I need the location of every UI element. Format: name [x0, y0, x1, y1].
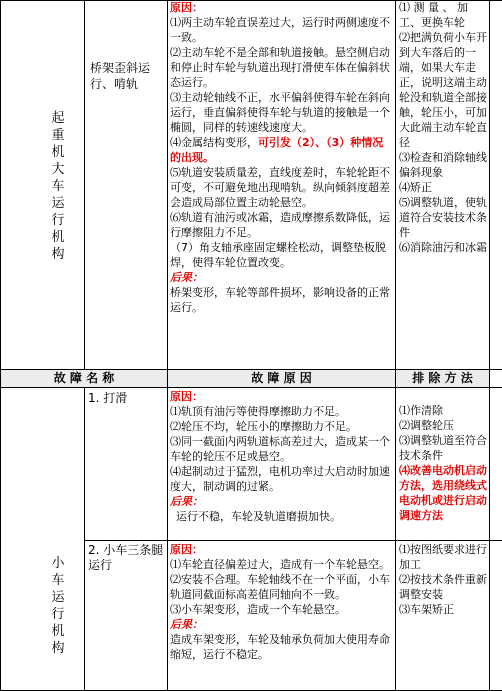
- cause-highlight: 可引发（2）、（3）种情况的出现。: [170, 136, 384, 164]
- cause-title: 原因：: [170, 1, 203, 14]
- cause-title: 原因：: [170, 543, 203, 556]
- consequence-title: 后果：: [170, 495, 203, 508]
- category-char: 构: [51, 247, 65, 262]
- remedy-item: ⑵把满负荷小车开到大车落后的一端，如果大车走正，说明这端主动轮没和轨道全部接触，轮压小，可加大此端主动车轮直径: [399, 31, 487, 149]
- remedy-item: ⑴按图纸要求进行加工: [399, 543, 487, 571]
- remedy-item: ⑴作清除: [399, 404, 443, 417]
- category-char: 行: [51, 607, 65, 622]
- table-border-right: [489, 0, 490, 691]
- cause-item: [170, 135, 394, 165]
- remedy-item: ⑶检查和消除轴线偏斜现象: [399, 151, 487, 179]
- cause-cell: [170, 0, 394, 315]
- cause-cell: [170, 389, 394, 524]
- fault-name: 1. 打滑: [88, 391, 128, 405]
- table-divider: [0, 387, 502, 388]
- category-char: 运: [51, 590, 65, 605]
- remedy-item: ⑶车架矫正: [399, 603, 454, 616]
- header-remedy: 排 除 方 法: [396, 370, 489, 387]
- cause-item: （7）角支轴承座固定螺栓松动，调整垫板脱焊，使得车轮位置改变。: [170, 241, 386, 269]
- cause-item: ⑴车轮直径偏差过大，造成有一个车轮悬空。: [170, 558, 390, 571]
- cause-item: ⑶同一截面内两轨道标高差过大，造成某一个车轮的轮压不足或悬空。: [170, 435, 390, 463]
- consequence-text: 造成车架变形，车轮及轴承负荷加大使用寿命缩短，运行不稳定。: [170, 633, 390, 661]
- cause-cell: [170, 542, 394, 662]
- category-char: 运: [51, 196, 65, 211]
- cause-item: ⑵轮压不均，轮压小的摩擦助力不足。: [170, 420, 357, 433]
- column-divider: [167, 0, 168, 691]
- remedy-item: ⑵按技术条件重新调整安装: [399, 573, 487, 601]
- cause-item: ⑸轨道安装质量差，直线度差时，车轮轮距不可变，不可避免地出现啃轨。纵向倾斜度超差会造成局部位置主动轮悬空。: [170, 166, 390, 209]
- header-fault-name: 故 障 名 称: [1, 370, 167, 387]
- remedy-cell: [399, 0, 487, 255]
- remedy-item: ⑶调整轨道至符合技术条件: [399, 434, 487, 462]
- consequence-text: 运行不稳，车轮及轨道磨损加快。: [176, 510, 341, 523]
- column-divider: [395, 0, 396, 691]
- cause-item: ⑴两主动车轮直误差过大，运行时两侧速度不一致。: [170, 16, 390, 44]
- remedy-item: ⑹消除油污和冰霜: [399, 241, 487, 254]
- cause-text: ⑷金属结构变形，: [170, 136, 258, 149]
- category-char: 构: [51, 641, 65, 656]
- remedy-item: ⑸调整轨道，使轨道符合安装技术条件: [399, 196, 487, 239]
- cause-item: ⑹轨道有油污或冰霜，造成摩擦系数降低，运行摩擦阻力不足。: [170, 211, 390, 239]
- category-char: 小: [51, 556, 65, 571]
- table-border-left: [0, 0, 1, 691]
- remedy-item: ⑷矫正: [399, 181, 432, 194]
- category-char: 车: [51, 573, 65, 588]
- cause-item: ⑶小车架变形，造成一个车轮悬空。: [170, 603, 346, 616]
- category-char: 车: [51, 179, 65, 194]
- consequence-title: 后果：: [170, 618, 203, 631]
- cause-item: ⑷起制动过于猛烈，电机功率过大启动时加速度大，制动调的过紧。: [170, 465, 390, 493]
- category-char: 重: [51, 128, 65, 143]
- remedy-item: ⑷改善电动机启动方法，选用绕线式电动机或进行启动调速方法: [399, 464, 487, 522]
- column-divider: [84, 0, 85, 691]
- table-divider: [84, 540, 502, 541]
- consequence-text: 桥架变形，车轮等部件损坏，影响设备的正常运行。: [170, 286, 390, 314]
- category-char: 机: [51, 145, 65, 160]
- category-label-crane-travel: [48, 110, 68, 263]
- cause-item: ⑴轨顶有油污等使得摩擦助力不足。: [170, 405, 346, 418]
- fault-name: 2. 小车三条腿运行: [88, 543, 164, 572]
- consequence-title: 后果：: [170, 271, 203, 284]
- category-char: 大: [51, 162, 65, 177]
- header-cause: 故 障 原 因: [168, 370, 395, 387]
- fault-name: 桥架歪斜运行、啃轨: [90, 61, 151, 91]
- remedy-item: ⑵调整轮压: [399, 419, 454, 432]
- remedy-cell: [399, 542, 487, 617]
- cause-item: ⑵主动车轮不是全部和轨道接触。悬空侧启动和停止时车轮与轨道出现打滑使车体在偏斜状态运行。: [170, 46, 390, 89]
- remedy-cell: [399, 403, 487, 523]
- category-char: 机: [51, 624, 65, 639]
- remedy-item: ⑴ 测 量 、 加 工、更换车轮: [399, 1, 468, 29]
- category-label-trolley-travel: [48, 555, 68, 657]
- category-char: 机: [51, 230, 65, 245]
- cause-item: ⑶主动轮轴线不正，水平偏斜使得车轮在斜向运行，垂直偏斜使得车轮与轨道的接触是一个椭圆，同样的转速线速度大。: [170, 91, 390, 134]
- category-char: 起: [51, 111, 65, 126]
- cause-title: 原因：: [170, 390, 203, 403]
- cause-item: ⑵安装不合理。车轮轴线不在一个平面，小车轨道同截面标高差值同轴向不一致。: [170, 573, 390, 601]
- category-char: 行: [51, 213, 65, 228]
